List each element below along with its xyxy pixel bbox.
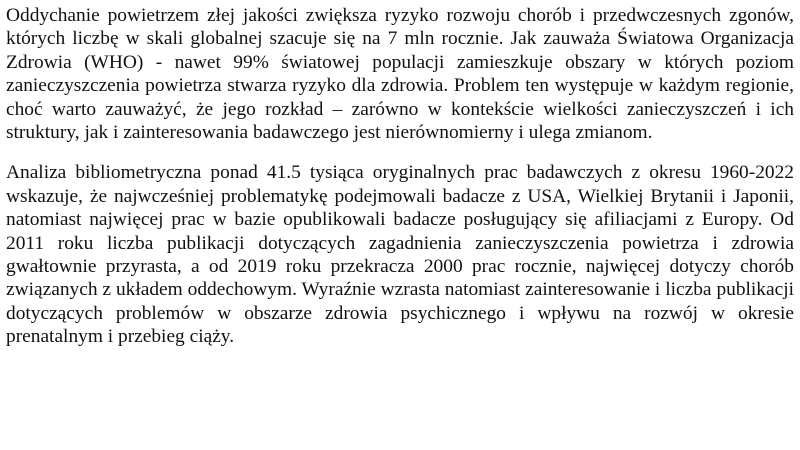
paragraph-air-pollution-health-risk: Oddychanie powietrzem złej jakości zwiększa ryzyko rozwoju chorób i przedwczesnych zgonów, których liczbę w skali globalnej szacuje się na 7 mln rocznie. Jak zauważa Światowa Organizacja Zdrowia (WHO) - nawet 99% światowej populacji zamieszkuje obszary w których poziom zanieczyszczenia powietrza stwarza ryzyko dla zdrowia. Problem ten występuje w każdym regionie, choć warto zauważyć, że jego rozkład – zarówno w kontekście wielkości zanieczyszczeń i ich struktury, jak i zainteresowania badawczego jest nierównomierny i ulega zmianom.	[6, 5, 794, 144]
paragraph-bibliometric-analysis: Analiza bibliometryczna ponad 41.5 tysiąca oryginalnych prac badawczych z okresu 1960-2022 wskazuje, że najwcześniej problematykę podejmowali badacze z USA, Wielkiej Brytanii i Japonii, natomiast najwięcej prac w bazie opublikowali badacze posługujący się afiliacjami z Europy. Od 2011 roku liczba publikacji dotyczących zagadnienia zanieczyszczenia powietrza i zdrowia gwałtownie przyrasta, a od 2019 roku przekracza 2000 prac rocznie, najwięcej dotyczy chorób związanych z układem oddechowym. Wyraźnie wzrasta natomiast zainteresowanie i liczba publikacji dotyczących problemów w obszarze zdrowia psychicznego i wpływu na rozwój w okresie prenatalnym i przebieg ciąży.	[6, 162, 794, 348]
